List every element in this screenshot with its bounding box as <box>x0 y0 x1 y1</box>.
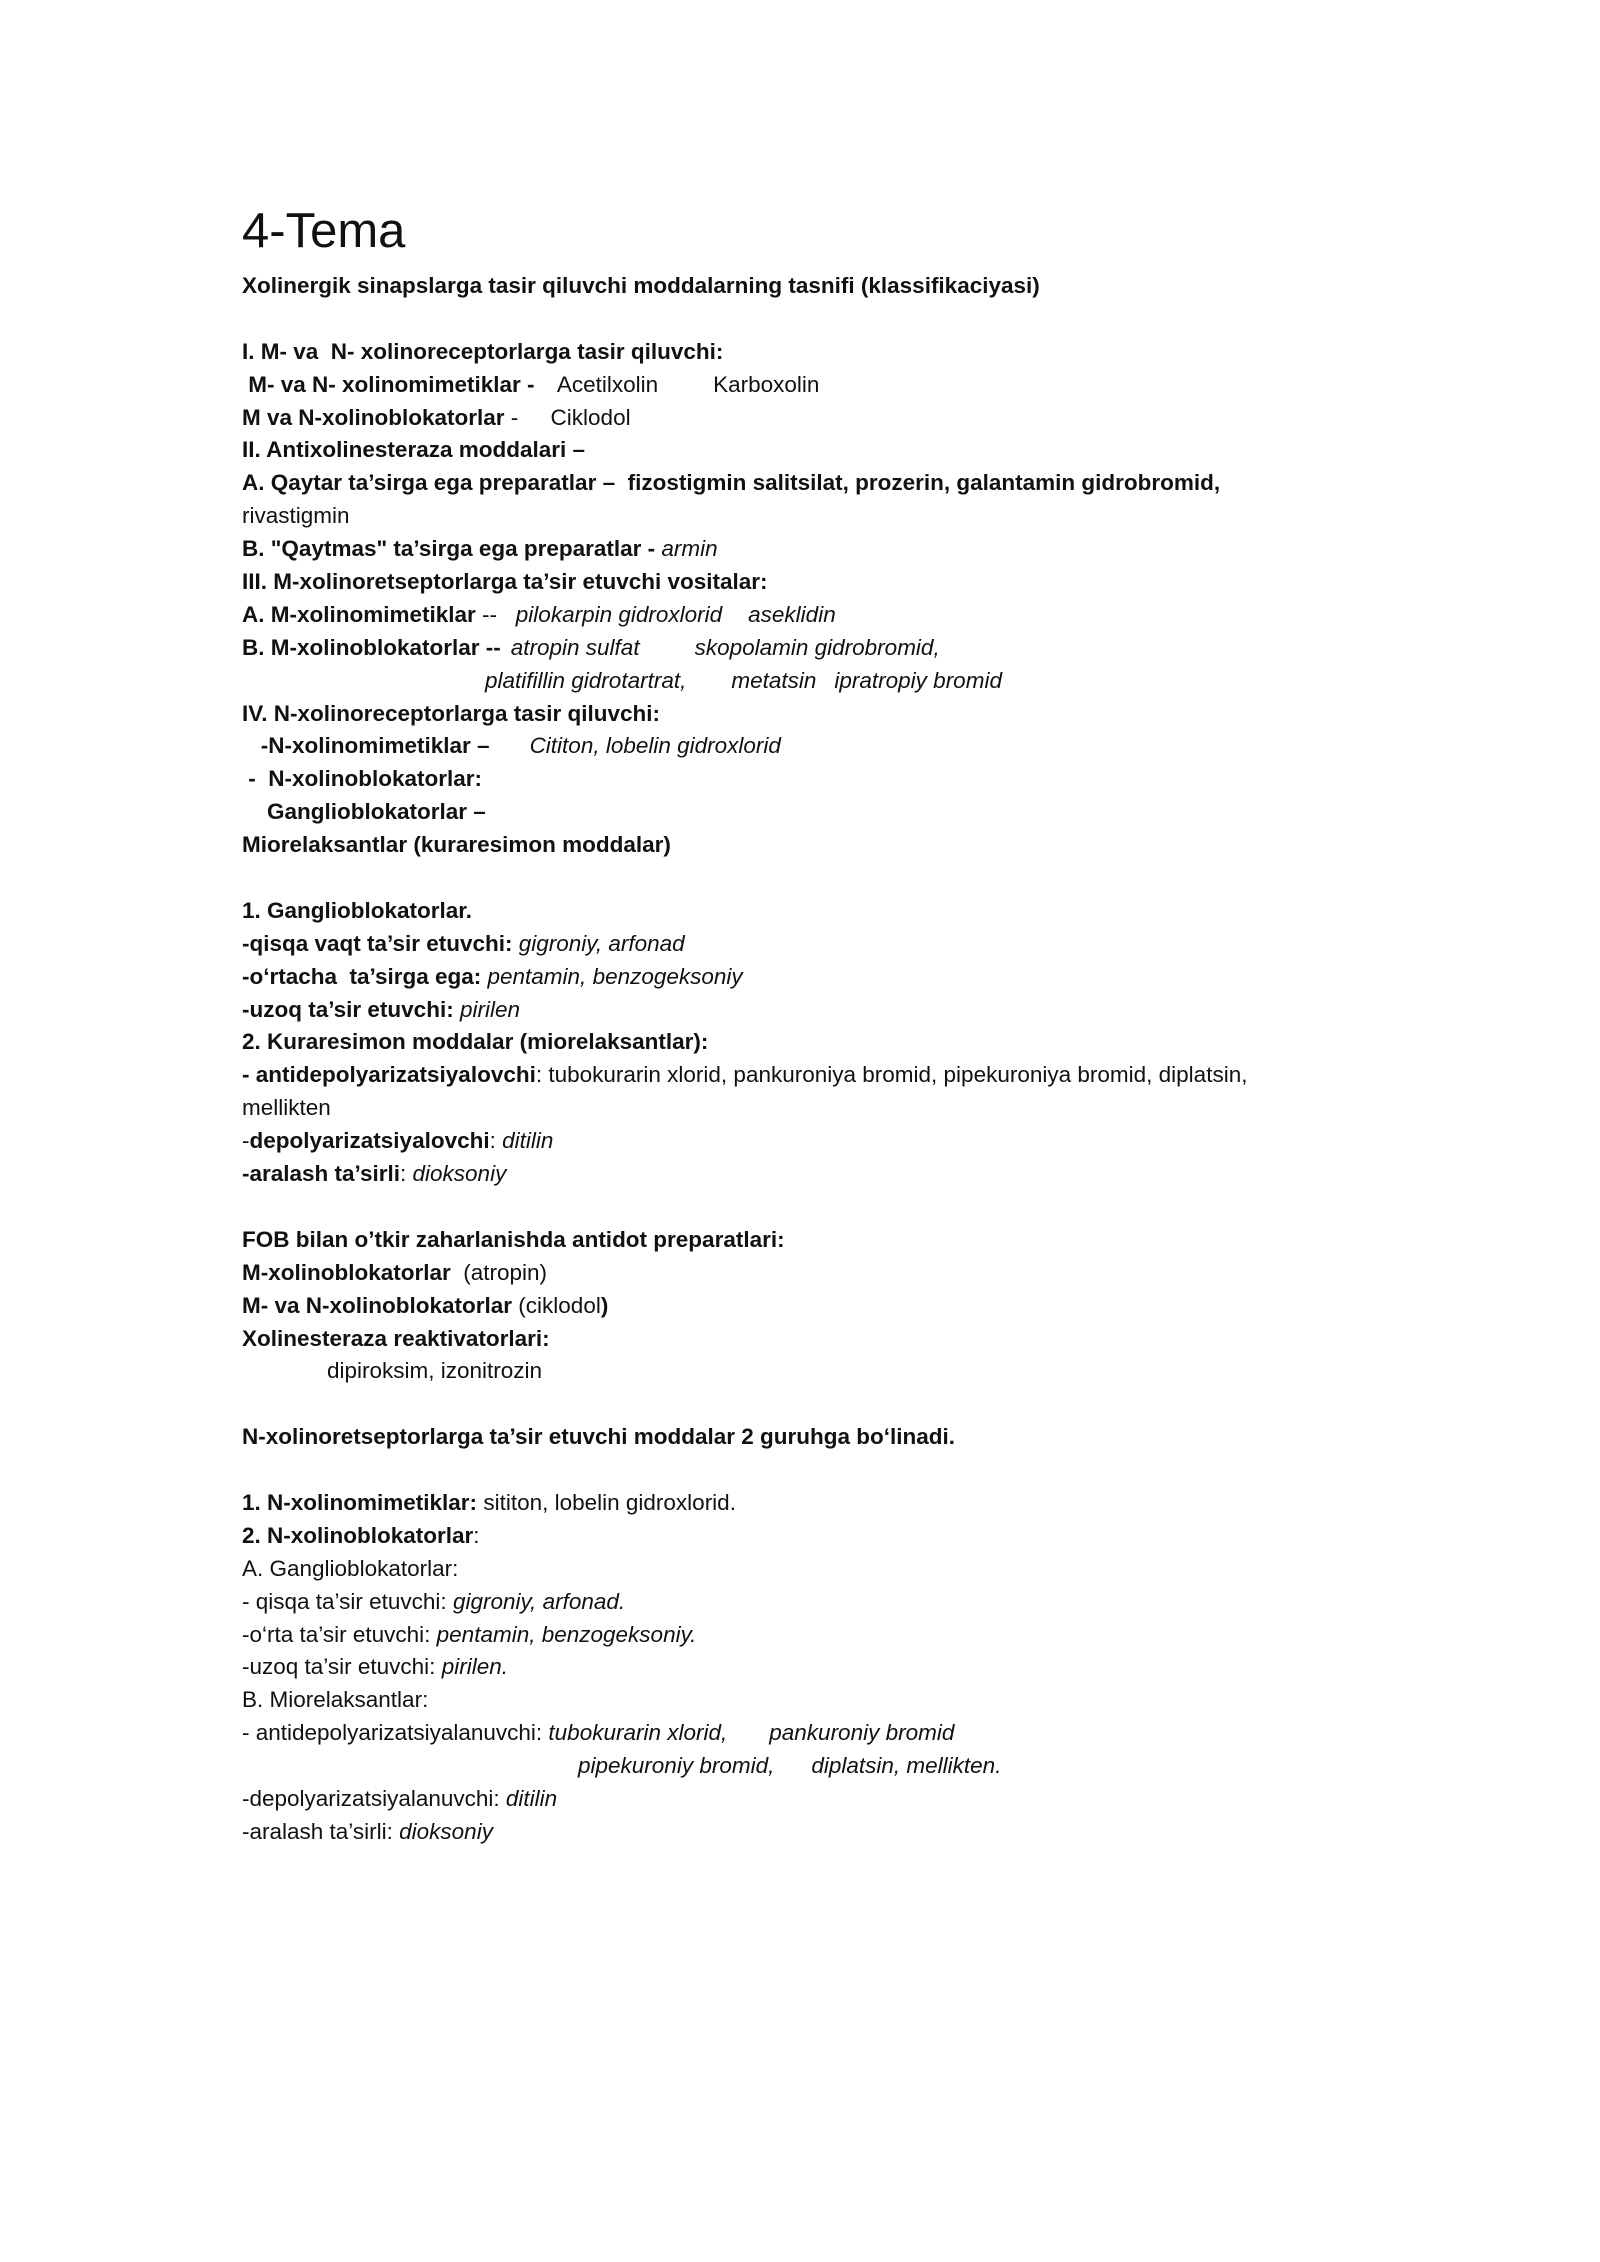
n-xolinomimetiklar-line: -N-xolinomimetiklar – Cititon, lobelin gidroxlorid <box>242 733 781 759</box>
section-2-heading: II. Antixolinesteraza moddalari – <box>242 437 586 463</box>
n-xolinoretseptor-heading: N-xolinoretseptorlarga ta’sir etuvchi moddalar 2 guruhga bo‘linadi. <box>242 1424 956 1450</box>
blank-line <box>242 862 1442 895</box>
mn-xolinomimetiklar-line: M- va N- xolinomimetiklar - Acetilxolin Karboxolin <box>242 371 820 397</box>
ganglioblokatorlar-line: Ganglioblokatorlar – <box>242 799 486 825</box>
m-xolinoblokatorlar-continuation: platifillin gidrotartrat, metatsin ipratropiy bromid <box>485 667 1002 693</box>
aralash-tasirli-line: -aralash ta’sirli: dioksoniy <box>242 1818 493 1844</box>
kuraresimon-heading: 2. Kuraresimon moddalar (miorelaksantlar): <box>242 1029 709 1055</box>
antidepolyarizatsiyalovchi-continuation: mellikten <box>242 1095 331 1121</box>
section-1-heading: I. M- va N- xolinoreceptorlarga tasir qiluvchi: <box>242 338 724 364</box>
antidepolyarizatsiyalanuvchi-continuation: pipekuroniy bromid, diplatsin, mellikten. <box>578 1753 1002 1779</box>
blank-line <box>242 1191 1442 1224</box>
qisqa-line: -qisqa vaqt ta’sir etuvchi: gigroniy, arfonad <box>242 930 685 956</box>
aralash-line: -aralash ta’sirli: dioksoniy <box>242 1161 507 1187</box>
antidepolyarizatsiyalanuvchi-line: - antidepolyarizatsiyalanuvchi: tubokurarin xlorid, pankuroniy bromid <box>242 1720 955 1746</box>
qisqa-tasir-line: - qisqa ta’sir etuvchi: gigroniy, arfonad. <box>242 1588 626 1614</box>
m-xolinoblokatorlar-line: B. M-xolinoblokatorlar -- atropin sulfat skopolamin gidrobromid, <box>242 634 940 660</box>
ortacha-line: -o‘rtacha ta’sirga ega: pentamin, benzogeksoniy <box>242 963 743 989</box>
blank-line <box>242 1454 1442 1487</box>
miorelaksantlar-line: Miorelaksantlar (kuraresimon moddalar) <box>242 832 671 858</box>
ganglioblokatorlar-heading: 1. Ganglioblokatorlar. <box>242 897 473 923</box>
reaktivatorlar-line: Xolinesteraza reaktivatorlari: <box>242 1325 550 1351</box>
qaytar-line: A. Qaytar ta’sirga ega preparatlar – fizostigmin salitsilat, prozerin, galantamin gidrobromid, <box>242 470 1221 496</box>
m-xolinomimetiklar-line: A. M-xolinomimetiklar -- pilokarpin gidroxlorid aseklidin <box>242 601 836 627</box>
fob-heading: FOB bilan o’tkir zaharlanishda antidot preparatlari: <box>242 1226 785 1252</box>
b-miorelaksantlar-line: B. Miorelaksantlar: <box>242 1687 429 1713</box>
fob-m-line: M-xolinoblokatorlar (atropin) <box>242 1259 548 1285</box>
qaytmas-line: B. "Qaytmas" ta’sirga ega preparatlar - armin <box>242 536 718 562</box>
uzoq-line: -uzoq ta’sir etuvchi: pirilen <box>242 996 520 1022</box>
qaytar-continuation: rivastigmin <box>242 503 350 529</box>
section-3-heading: III. M-xolinoretseptorlarga ta’sir etuvchi vositalar: <box>242 569 768 595</box>
n-xolinoblokatorlar-line: - N-xolinoblokatorlar: <box>242 766 483 792</box>
mn-xolinoblokatorlar-line: M va N-xolinoblokatorlar - Ciklodol <box>242 404 631 430</box>
blank-line <box>242 303 1442 336</box>
page-title: 4-Tema <box>242 204 406 258</box>
section-4-heading: IV. N-xolinoreceptorlarga tasir qiluvchi: <box>242 700 661 726</box>
a-ganglioblokatorlar-line: A. Ganglioblokatorlar: <box>242 1555 459 1581</box>
n1-line: 1. N-xolinomimetiklar: sititon, lobelin gidroxlorid. <box>242 1489 736 1515</box>
orta-tasir-line: -o‘rta ta’sir etuvchi: pentamin, benzogeksoniy. <box>242 1621 697 1647</box>
n2-line: 2. N-xolinoblokatorlar: <box>242 1522 480 1548</box>
fob-mn-line: M- va N-xolinoblokatorlar (ciklodol) <box>242 1292 609 1318</box>
document-subtitle: Xolinergik sinapslarga tasir qiluvchi moddalarning tasnifi (klassifikaciyasi) <box>242 273 1040 298</box>
blank-line <box>242 1388 1442 1421</box>
uzoq-tasir-line: -uzoq ta’sir etuvchi: pirilen. <box>242 1654 508 1680</box>
depolyarizatsiyalanuvchi-line: -depolyarizatsiyalanuvchi: ditilin <box>242 1785 558 1811</box>
depolyarizatsiyalovchi-line: -depolyarizatsiyalovchi: ditilin <box>242 1128 554 1154</box>
antidepolyarizatsiyalovchi-line: - antidepolyarizatsiyalovchi: tubokurarin xlorid, pankuroniya bromid, pipekuroniya bromid, diplatsin, <box>242 1062 1248 1088</box>
document-page <box>242 196 1442 1849</box>
reaktivatorlar-values: dipiroksim, izonitrozin <box>327 1358 543 1384</box>
